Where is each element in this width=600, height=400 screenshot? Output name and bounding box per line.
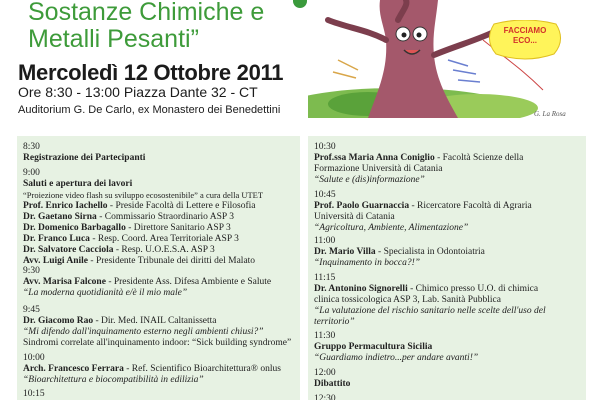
- speaker-role: - Direttore Sanitario ASP 3: [125, 223, 231, 233]
- program-slot: [314, 190, 586, 234]
- slot-time: 12:00: [314, 368, 336, 378]
- program-slot: [314, 394, 586, 400]
- speaker-role-cont: Formazione Università di Catania: [314, 164, 443, 174]
- speaker-name: Prof. Enrico Iachello: [23, 201, 108, 211]
- speaker-role: - Preside Facoltà di Lettere e Filosofia: [107, 201, 256, 211]
- speaker-line: [23, 212, 295, 223]
- speaker-line: [314, 153, 586, 164]
- program-slot: [23, 168, 295, 267]
- speaker-line: [23, 234, 295, 245]
- speaker-line: [23, 277, 295, 288]
- speaker-role: - Resp. U.O.E.S.A. ASP 3: [113, 245, 215, 255]
- speaker-role-cont: clinica tossicologica ASP 3, Lab. Sanità Pubblica: [314, 295, 501, 305]
- talk-title: “La valutazione del rischio sanitario nelle scelte dell'uso del: [314, 306, 546, 316]
- program-slot: [314, 273, 586, 328]
- talk-title: “Salute e (dis)informazione”: [314, 175, 425, 185]
- slot-title: Dibattito: [314, 379, 351, 389]
- slot-time: 11:15: [314, 273, 336, 283]
- program-slot: [23, 142, 295, 164]
- speaker-name: Dr. Mario Villa: [314, 247, 376, 257]
- speaker-name: Arch. Francesco Ferrara: [23, 364, 124, 374]
- slot-time: 10:15: [23, 389, 45, 399]
- title-line-1: Sostanze Chimiche e: [28, 0, 265, 26]
- speaker-name: Prof. Paolo Guarnaccia: [314, 201, 410, 211]
- speech-bubble-text: [488, 26, 562, 46]
- slot-time: 10:45: [314, 190, 336, 200]
- speaker-name: Dr. Antonino Signorelli: [314, 284, 408, 294]
- speaker-name: Avv. Marisa Falcone: [23, 277, 106, 287]
- speaker-role: - Facoltà Scienze della: [434, 153, 524, 163]
- program-column-left: [17, 136, 300, 400]
- speaker-role: - Presidente Ass. Difesa Ambiente e Salute: [105, 277, 272, 287]
- speaker-line: [23, 223, 295, 234]
- speaker-line: [23, 316, 295, 327]
- talk-subtitle: Sindromi correlate all'inquinamento indoor: “Sick building syndrome”: [23, 338, 292, 348]
- artist-signature: G. La Rosa: [534, 110, 566, 118]
- speaker-line: [314, 247, 586, 258]
- slot-time: 10:00: [23, 353, 45, 363]
- speaker-role: - Presidente Tribunale dei diritti del Malato: [88, 256, 256, 266]
- talk-title-cont: territorio”: [314, 317, 355, 327]
- speaker-name: Dr. Giacomo Rao: [23, 316, 94, 326]
- speaker-name: Dr. Gaetano Sirna: [23, 212, 97, 222]
- speaker-line: [23, 245, 295, 256]
- speaker-role: - Resp. Coord. Area Territoriale ASP 3: [89, 234, 239, 244]
- slot-time: 11:30: [314, 331, 336, 341]
- speaker-role: - Commissario Straordinario ASP 3: [96, 212, 234, 222]
- event-date: Mercoledì 12 Ottobre 2011: [18, 60, 284, 85]
- speaker-role-cont: Università di Catania: [314, 212, 395, 222]
- slot-time: 9:00: [23, 168, 40, 178]
- slot-title: Registrazione dei Partecipanti: [23, 153, 146, 163]
- program-slot: [314, 236, 586, 269]
- slot-time: 11:00: [314, 236, 336, 246]
- speaker-name: Dr. Domenico Barbagallo: [23, 223, 126, 233]
- event-time-place: Ore 8:30 - 13:00 Piazza Dante 32 - CT: [18, 84, 258, 100]
- slot-time: 9:45: [23, 305, 40, 315]
- slot-time: 10:30: [314, 142, 336, 152]
- badge-line-1: FACCIAMO: [503, 26, 547, 35]
- program-slot: [23, 266, 295, 299]
- speaker-name: Prof.ssa Maria Anna Coniglio: [314, 153, 435, 163]
- talk-title: “Mi difendo dall'inquinamento esterno negli ambienti chiusi?”: [23, 327, 264, 337]
- slot-time: 9:30: [23, 266, 40, 276]
- speaker-name: Dr. Salvatore Cacciola: [23, 245, 114, 255]
- speaker-line: [23, 364, 295, 375]
- slot-title: Saluti e apertura dei lavori: [23, 179, 133, 189]
- slot-title: Gruppo Permacultura Sicilia: [314, 342, 433, 352]
- event-venue: Auditorium G. De Carlo, ex Monastero dei Benedettini: [18, 104, 281, 116]
- speaker-name: Avv. Luigi Anile: [23, 256, 89, 266]
- speaker-line: [23, 201, 295, 212]
- speaker-name: Dr. Franco Luca: [23, 234, 90, 244]
- program-slot: [23, 389, 295, 400]
- title-line-2: Metalli Pesanti”: [28, 25, 199, 53]
- program-column-right: [308, 136, 586, 400]
- decorative-tab: [293, 0, 307, 8]
- speaker-role: - Chimico presso U.O. di chimica: [407, 284, 539, 294]
- talk-title: “Bioarchitettura e biocompatibilità in edilizia”: [23, 375, 204, 385]
- talk-title: “Guardiamo indietro...per andare avanti!”: [314, 353, 479, 363]
- speaker-role: - Specialista in Odontoiatria: [375, 247, 485, 257]
- slot-video: “Proiezione video flash su sviluppo ecosostenibile” a cura della UTET: [23, 190, 264, 200]
- speaker-role: - Ref. Scientifico Bioarchitettura® onlus: [123, 364, 281, 374]
- program-slot: [314, 368, 586, 390]
- program-slot: [23, 353, 295, 386]
- speaker-role: - Dir. Med. INAIL Caltanissetta: [93, 316, 217, 326]
- slot-time: 12:30: [314, 394, 336, 400]
- program-slot: [23, 305, 295, 349]
- badge-line-2: ECO...: [512, 36, 537, 45]
- speaker-line: [314, 201, 586, 212]
- program-slot: [314, 142, 586, 186]
- speaker-role: - Ricercatore Facoltà di Agraria: [409, 201, 532, 211]
- speaker-line: [314, 284, 586, 295]
- talk-title: “Inquinamento in bocca?!”: [314, 258, 421, 268]
- talk-title: “Agricoltura, Ambiente, Alimentazione”: [314, 223, 469, 233]
- slot-time: 8:30: [23, 142, 40, 152]
- program-slot: [314, 331, 586, 364]
- talk-title: “La moderna quotidianità e/è il mio male”: [23, 288, 188, 298]
